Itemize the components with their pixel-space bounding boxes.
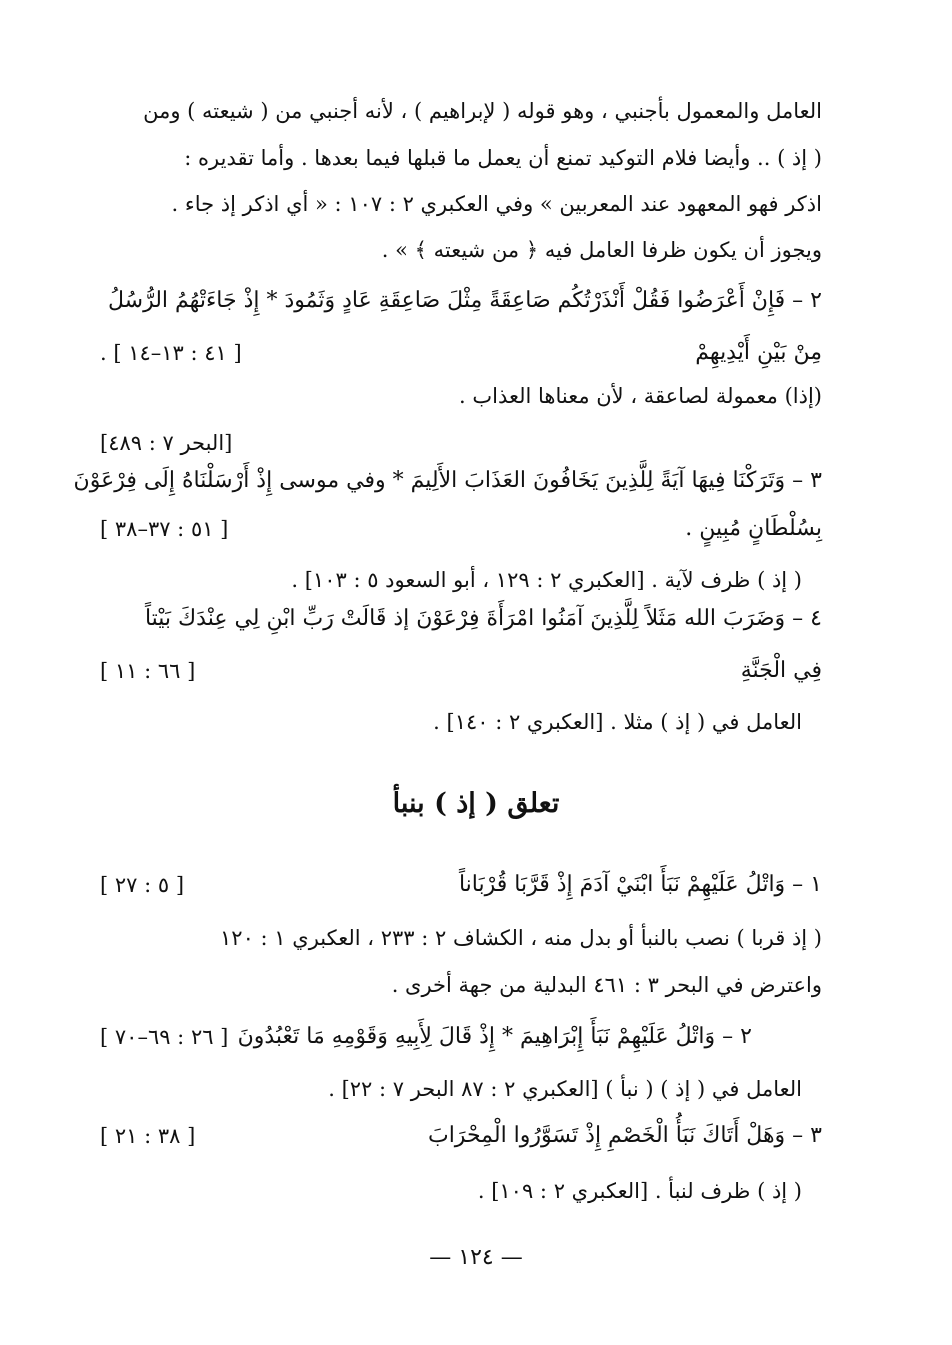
verse-reference: [ ٥ : ٢٧ ] (100, 873, 185, 897)
verse-reference: [ ٤١ : ١٣–١٤ ] . (100, 341, 242, 365)
text-line: ( إذ ) ظرف لنبأ . [العكبري ٢ : ١٠٩] . (477, 1179, 802, 1203)
text-line: العامل في ( إذ ) ( نبأ ) [العكبري ٢ : ٨٧ البحر ٧ : ٢٢] . (328, 1077, 802, 1101)
text-line: ( إذ قربا ) نصب بالنبأ أو بدل منه ، الكشاف ٢ : ٢٣٣ ، العكبري ١ : ١٢٠ (220, 926, 822, 950)
text-line: العامل والمعمول بأجنبي ، وهو قوله ( لإبراهيم ) ، لأنه أجنبي من ( شيعته ) ومن (143, 99, 822, 123)
quran-verse: بِسُلْطَانٍ مُبِينٍ . (685, 516, 822, 541)
text-line: ( إذ ) ظرف لآية . [العكبري ٢ : ١٢٩ ، أبو السعود ٥ : ١٠٣] . (291, 568, 802, 592)
section-heading: تعلق ( إذ ) بنبأ (392, 788, 560, 819)
verse-reference: [ ٥١ : ٣٧–٣٨ ] (100, 517, 229, 541)
quran-verse: ٢ – وَاتْلُ عَلَيْهِمْ نَبَأَ إِبْرَاهِيمَ * إِذْ قَالَ لِأَبِيهِ وَقَوْمِهِ مَا تَعْبُدُونَ (237, 1024, 752, 1049)
quran-verse: ٤ – وَضَرَبَ الله مَثَلاً لِلَّذِينَ آمَنُوا امْرَأَةَ فِرْعَوْنَ إذ قَالَتْ رَبِّ ابْنِ لِي عِنْدَكَ بَيْتاً (144, 606, 822, 631)
quran-verse: ٢ – فَإِنْ أَعْرَضُوا فَقُلْ أَنْذَرْتُكُم صَاعِقَةً مِثْلَ صَاعِقَةِ عَادٍ وَثَمُودَ * إِذْ جَاءَتْهُمُ الرُّسُلُ (108, 288, 822, 313)
text-line: ويجوز أن يكون ظرفا العامل فيه ﴿ من شيعته ﴾ » . (381, 238, 822, 262)
verse-reference: [ ٢٦ : ٦٩–٧٠ ] (100, 1025, 229, 1049)
text-line: (إذا) معمولة لصاعقة ، لأن معناها العذاب . (458, 384, 822, 408)
quran-verse: مِنْ بَيْنِ أَيْدِيهِمْ (695, 340, 822, 365)
quran-verse: فِي الْجَنَّةِ (740, 658, 822, 683)
text-line: ( إذ ) .. وأيضا فلام التوكيد تمنع أن يعمل ما قبلها فيما بعدها . وأما تقديره : (184, 146, 822, 170)
quran-verse: ٣ – وَهَلْ أَتَاكَ نَبَأُ الْخَصْمِ إِذْ تَسَوَّرُوا الْمِحْرَابَ (427, 1123, 822, 1148)
source-reference: [البحر ٧ : ٤٨٩] (100, 431, 233, 455)
text-line: العامل في ( إذ ) مثلا . [العكبري ٢ : ١٤٠] . (433, 710, 802, 734)
quran-verse: ١ – وَاتْلُ عَلَيْهِمْ نَبَأَ ابْنَيْ آدَمَ إِذْ قَرَّبَا قُرْبَاناً (458, 872, 822, 897)
quran-verse: ٣ – وَتَرَكْنَا فِيهَا آيَةً لِلَّذِينَ يَخَافُونَ العَذَابَ الأَلِيمَ * وفي موسى إِذْ أَرْسَلْنَاهُ إِلَى فِرْعَوْنَ (73, 468, 822, 493)
page-number: — ١٢٤ — (429, 1245, 523, 1270)
text-line: واعترض في البحر ٣ : ٤٦١ البدلية من جهة أخرى . (391, 973, 822, 997)
verse-reference: [ ٣٨ : ٢١ ] (100, 1124, 196, 1148)
verse-reference: [ ٦٦ : ١١ ] (100, 659, 196, 683)
text-line: اذكر فهو المعهود عند المعربين » وفي العكبري ٢ : ١٠٧ : « أي اذكر إذ جاء . (171, 192, 822, 216)
